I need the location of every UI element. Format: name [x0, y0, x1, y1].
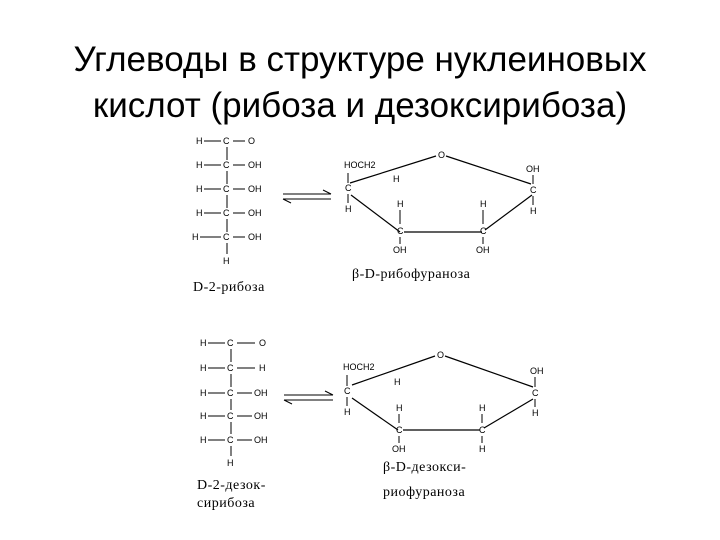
ribose-chain-r4-left: H [196, 208, 203, 218]
deoxy-ring-c2-oh: OH [392, 444, 406, 454]
ribose-chain-r2-center: C [223, 160, 230, 170]
deoxy-chain-r3-left: H [200, 388, 207, 398]
deoxy-ring-oxygen: O [437, 350, 445, 360]
ribose-chain-r3-right: OH [248, 184, 262, 194]
ribose-ring-c3-oh: OH [476, 245, 490, 255]
deoxy-chain-r5-right: OH [254, 435, 268, 445]
ribose-ring-c2-atom: C [397, 226, 404, 236]
deoxy-chain-r5-center: C [227, 435, 234, 445]
deoxy-chain-r4-center: C [227, 411, 234, 421]
ribose-equilibrium-arrows [283, 190, 331, 203]
ribose-chain-r1-right: O [248, 136, 256, 146]
deoxy-ring-c1-atom: C [344, 386, 351, 396]
ribose-chain-r1-left: H [196, 136, 203, 146]
ribose-ring-bond-o-c4 [446, 156, 531, 184]
ribose-ring-c1-h-below: H [345, 204, 352, 214]
deoxy-ring-c4-oh-top: OH [530, 366, 544, 376]
deoxyribose-ring [343, 350, 544, 500]
deoxy-arrow-forward-head [325, 391, 333, 395]
ribose-chain-r2-right: OH [248, 160, 262, 170]
deoxy-chain-bottom: H [227, 458, 234, 468]
ribose-ring-c4-h-below: H [530, 206, 537, 216]
ribose-ring-c3-atom: C [480, 226, 487, 236]
deoxy-ring-bond-c3-c4 [484, 399, 533, 428]
deoxy-chain-r2-center: C [227, 363, 234, 373]
ribose-ring-label: β-D-рибофураноза [352, 267, 471, 282]
deoxy-equilibrium-arrows [284, 391, 333, 404]
deoxy-ring-c2-h-top: H [396, 403, 403, 413]
ribose-chain-r3-center: C [223, 184, 230, 194]
deoxy-ring-c3-h-below: H [479, 444, 486, 454]
ribose-chain-r5-left: H [192, 232, 199, 242]
deoxy-chain-label-line-1: D-2-дезок- [197, 478, 266, 493]
deoxy-chain-r1-left: H [200, 338, 207, 348]
ribose-chain-r5-right: OH [248, 232, 262, 242]
ribose-ring [344, 150, 540, 282]
ribose-ring-c3-h-top: H [480, 199, 487, 209]
deoxy-ring-label-line-1: β-D-дезокси- [383, 460, 467, 475]
deoxy-chain-r1-right: O [259, 338, 267, 348]
slide-title-line-2: кислот (рибоза и дезоксирибоза) [92, 86, 628, 126]
ribose-arrow-forward-head [323, 190, 331, 194]
deoxy-chain-r1-center: C [227, 338, 234, 348]
ribose-open-chain [192, 136, 265, 295]
deoxy-chain-r4-right: OH [254, 411, 268, 421]
ribose-chain-r4-center: C [223, 208, 230, 218]
ribose-chain-label: D-2-рибоза [193, 280, 265, 295]
deoxy-chain-label-line-2: сирибоза [197, 496, 256, 511]
deoxyribose-open-chain [197, 338, 268, 511]
ribose-ring-c2-h-top: H [397, 199, 404, 209]
deoxy-chain-r3-right: OH [254, 388, 268, 398]
deoxy-arrow-back-head [284, 400, 292, 404]
deoxy-ring-bond-o-c4 [445, 356, 533, 387]
deoxy-ring-c3-h-top: H [479, 403, 486, 413]
deoxy-chain-r2-left: H [200, 363, 207, 373]
ribose-ring-c1-group: HOCH2 [344, 160, 376, 170]
deoxy-chain-r2-right: H [259, 363, 266, 373]
ribose-ring-c2-oh: OH [393, 245, 407, 255]
ribose-chain-bottom: H [223, 256, 230, 266]
deoxy-ring-c3-atom: C [479, 425, 486, 435]
deoxy-chain-r3-center: C [227, 388, 234, 398]
slide-title-line-1: Углеводы в структуре нуклеиновых [73, 40, 647, 80]
deoxy-ring-bond-c1-c2 [352, 398, 398, 430]
ribose-ring-c4-atom: C [530, 185, 537, 195]
ribose-arrow-back-head [283, 199, 291, 203]
ribose-chain-r3-left: H [196, 184, 203, 194]
ribose-ring-oxygen: O [438, 150, 446, 160]
ribose-chain-r1-center: C [223, 136, 230, 146]
ribose-ring-bond-c3-c4 [485, 195, 532, 230]
ribose-ring-c1-atom: C [345, 183, 352, 193]
deoxy-ring-c4-atom: C [532, 388, 539, 398]
deoxy-ring-c4-h-below: H [532, 408, 539, 418]
deoxy-ring-c2-atom: C [396, 425, 403, 435]
ribose-ring-bond-c1-c2 [351, 195, 400, 232]
deoxy-ring-label-line-2: риофураноза [383, 485, 466, 500]
ribose-ring-c1-h-right: H [393, 174, 400, 184]
ribose-chain-r5-center: C [223, 232, 230, 242]
ribose-chain-r4-right: OH [248, 208, 262, 218]
ribose-chain-r2-left: H [196, 160, 203, 170]
deoxy-ring-c1-h-below: H [344, 407, 351, 417]
deoxy-chain-r5-left: H [200, 435, 207, 445]
deoxy-chain-r4-left: H [200, 411, 207, 421]
deoxy-ring-c1-group: HOCH2 [343, 362, 375, 372]
ribose-ring-c4-oh-top: OH [526, 164, 540, 174]
deoxy-ring-c1-h-right: H [394, 377, 401, 387]
